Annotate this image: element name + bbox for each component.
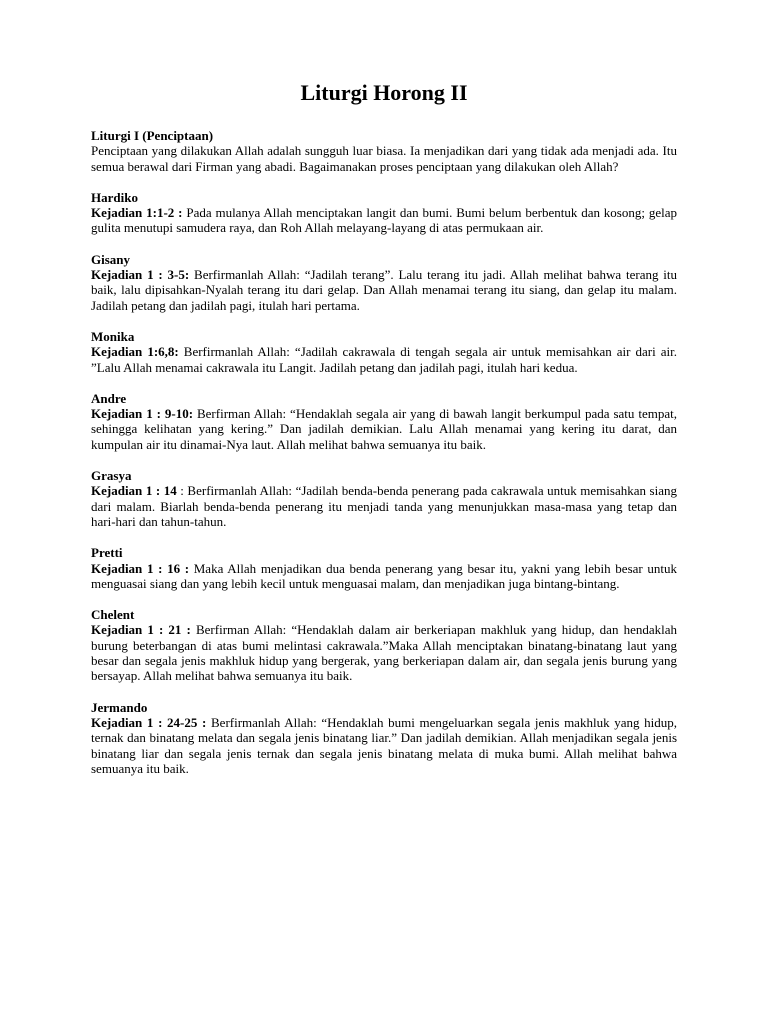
reading-section [91, 190, 677, 236]
intro-heading: Liturgi I (Penciptaan) [91, 128, 214, 143]
reading-body: Maka Allah menjadikan dua benda penerang yang besar itu, yakni yang lebih besar untuk menguasai siang dan yang lebih kecil untuk menguasai malam, dan menjadikan juga bintang-bintang. [91, 560, 677, 591]
scripture-reference: Kejadian 1 : 14 [91, 483, 177, 499]
document-body [91, 128, 677, 792]
scripture-reference: Kejadian 1 : 16 : [91, 560, 190, 576]
reading-text [91, 622, 677, 683]
reading-text [91, 205, 677, 236]
reading-section [91, 468, 677, 529]
reading-section [91, 700, 677, 776]
reading-section [91, 329, 677, 375]
speaker-name: Chelent [91, 607, 135, 623]
reading-body: : Berfirmanlah Allah: “Jadilah benda-benda penerang pada cakrawala untuk memisahkan siang dari malam. Biarlah benda-benda penerang itu menjadi tanda yang menunjukkan masa-masa yang tetap dan hari-hari dan tahun-tahun. [91, 483, 677, 529]
intro-text: Penciptaan yang dilakukan Allah adalah sungguh luar biasa. Ia menjadikan dari yang tidak ada menjadi ada. Itu semua berawal dari Firman yang abadi. Bagaimanakan proses penciptaan yang dilakukan oleh Allah? [91, 143, 677, 174]
reading-section [91, 607, 677, 683]
reading-section [91, 252, 677, 313]
scripture-reference: Kejadian 1 : 24-25 : [91, 714, 207, 730]
reading-section [91, 391, 677, 452]
intro-section [91, 128, 677, 174]
reading-text [91, 483, 677, 529]
reading-body: Berfirmanlah Allah: “Jadilah terang”. Lalu terang itu jadi. Allah melihat bahwa terang itu baik, lalu dipisahkan-Nyalah terang itu dari gelap. Dan Allah menamai terang itu siang, dan gelap itu malam. Jadilah petang dan jadilah pagi, itulah hari pertama. [91, 267, 677, 313]
reading-body: Berfirmanlah Allah: “Jadilah cakrawala di tengah segala air untuk memisahkan air dari air. ”Lalu Allah menamai cakrawala itu Langit. Jadilah petang dan jadilah pagi, itulah hari kedua. [91, 344, 677, 375]
speaker-name: Monika [91, 328, 135, 344]
scripture-reference: Kejadian 1 : 3-5: [91, 267, 190, 283]
reading-body: Berfirman Allah: “Hendaklah dalam air berkeriapan makhluk yang hidup, dan hendaklah burung beterbangan di atas bumi melintasi cakrawala.”Maka Allah menciptakan binatang-binatang laut yang besar dan segala jenis makhluk hidup yang bergerak, yang berkeriapan dalam air, dan segala jenis burung yang bersayap. Allah melihat bahwa semuanya itu baik. [91, 622, 677, 684]
reading-text [91, 406, 677, 452]
scripture-reference: Kejadian 1 : 9-10: [91, 406, 194, 422]
reading-text [91, 561, 677, 592]
speaker-name: Pretti [91, 545, 123, 561]
scripture-reference: Kejadian 1:6,8: [91, 344, 179, 360]
scripture-reference: Kejadian 1:1-2 : [91, 205, 183, 221]
speaker-name: Andre [91, 390, 127, 406]
document-title: Liturgi Horong II [300, 80, 468, 105]
speaker-name: Jermando [91, 699, 148, 715]
reading-text [91, 267, 677, 313]
scripture-reference: Kejadian 1 : 21 : [91, 622, 191, 638]
reading-body: Berfirman Allah: “Hendaklah segala air yang di bawah langit berkumpul pada satu tempat, sehingga kelihatan yang kering.” Dan jadilah demikian. Lalu Allah menamai yang kering itu darat, dan kumpulan air itu dinamai-Nya laut. Allah melihat bahwa semuanya itu baik. [91, 406, 677, 452]
reading-body: Berfirmanlah Allah: “Hendaklah bumi mengeluarkan segala jenis makhluk yang hidup, ternak dan binatang melata dan segala jenis binatang liar.” Dan jadilah demikian. Allah menjadikan segala jenis binatang liar dan segala jenis ternak dan segala jenis binatang melata di muka bumi. Allah melihat bahwa semuanya itu baik. [91, 714, 677, 776]
reading-body: Pada mulanya Allah menciptakan langit dan bumi. Bumi belum berbentuk dan kosong; gelap gulita menutupi samudera raya, dan Roh Allah melayang-layang di atas permukaan air. [91, 205, 677, 236]
speaker-name: Gisany [91, 251, 131, 267]
reading-text [91, 344, 677, 375]
reading-text [91, 715, 677, 776]
speaker-name: Grasya [91, 468, 132, 484]
reading-section [91, 545, 677, 591]
speaker-name: Hardiko [91, 189, 138, 205]
